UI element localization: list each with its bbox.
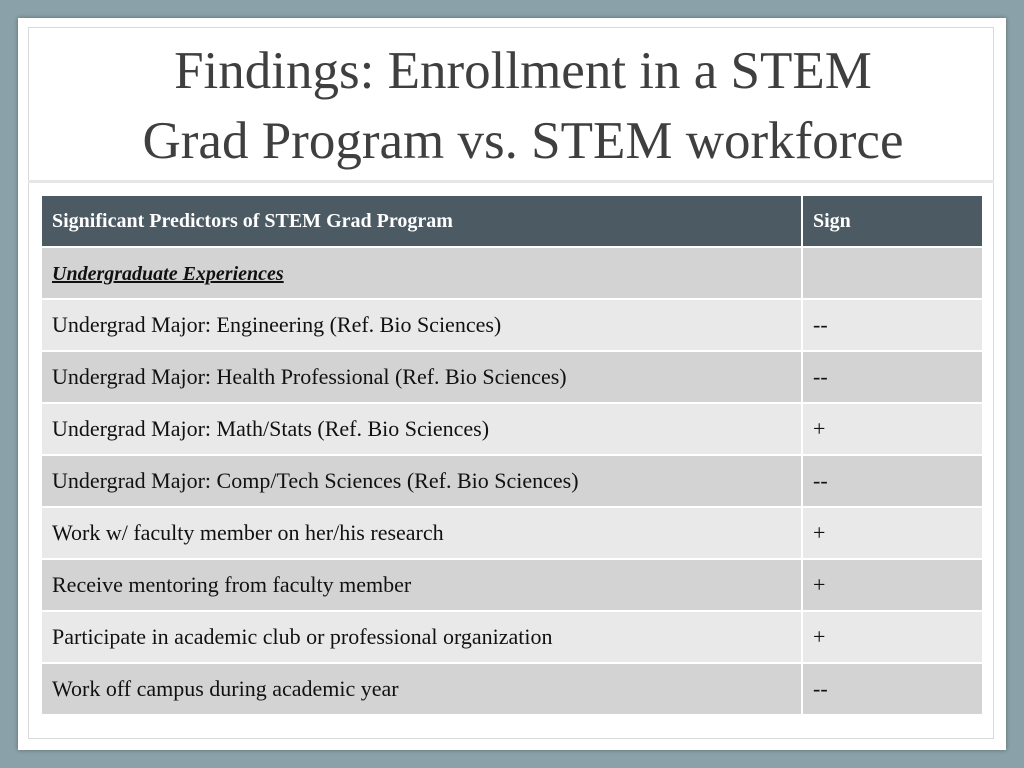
- predictor-cell: Work off campus during academic year: [42, 664, 801, 714]
- sign-cell: +: [801, 404, 982, 454]
- table-row: [42, 664, 982, 714]
- predictor-cell: Undergrad Major: Math/Stats (Ref. Bio Sciences): [42, 404, 801, 454]
- section-sign-cell: [801, 248, 982, 298]
- sign-cell: +: [801, 560, 982, 610]
- title-line-1: Findings: Enrollment in a STEM: [174, 42, 872, 100]
- slide: [18, 18, 1006, 750]
- sign-cell: --: [801, 352, 982, 402]
- predictor-cell: Undergrad Major: Engineering (Ref. Bio Sciences): [42, 300, 801, 350]
- predictor-cell: Undergrad Major: Comp/Tech Sciences (Ref. Bio Sciences): [42, 456, 801, 506]
- predictor-cell: Work w/ faculty member on her/his research: [42, 508, 801, 558]
- sign-cell: --: [801, 456, 982, 506]
- section-label: Undergraduate Experiences: [52, 263, 284, 285]
- table-row: [42, 508, 982, 558]
- sign-cell: +: [801, 508, 982, 558]
- title-divider: [28, 180, 994, 183]
- table-header-row: [42, 196, 982, 246]
- section-cell: [42, 248, 801, 298]
- slide-title: [48, 36, 998, 176]
- table-row: [42, 612, 982, 662]
- table-row: [42, 456, 982, 506]
- predictor-cell: Undergrad Major: Health Professional (Ref. Bio Sciences): [42, 352, 801, 402]
- table-row: [42, 300, 982, 350]
- predictor-cell: Receive mentoring from faculty member: [42, 560, 801, 610]
- section-row: [42, 248, 982, 298]
- predictors-table: [42, 194, 982, 716]
- table-row: [42, 404, 982, 454]
- predictor-cell: Participate in academic club or professional organization: [42, 612, 801, 662]
- sign-cell: --: [801, 664, 982, 714]
- table-row: [42, 352, 982, 402]
- sign-cell: --: [801, 300, 982, 350]
- header-sign: Sign: [801, 196, 982, 246]
- header-predictors: Significant Predictors of STEM Grad Program: [42, 196, 801, 246]
- sign-cell: +: [801, 612, 982, 662]
- title-line-2: Grad Program vs. STEM workforce: [142, 112, 904, 170]
- table-row: [42, 560, 982, 610]
